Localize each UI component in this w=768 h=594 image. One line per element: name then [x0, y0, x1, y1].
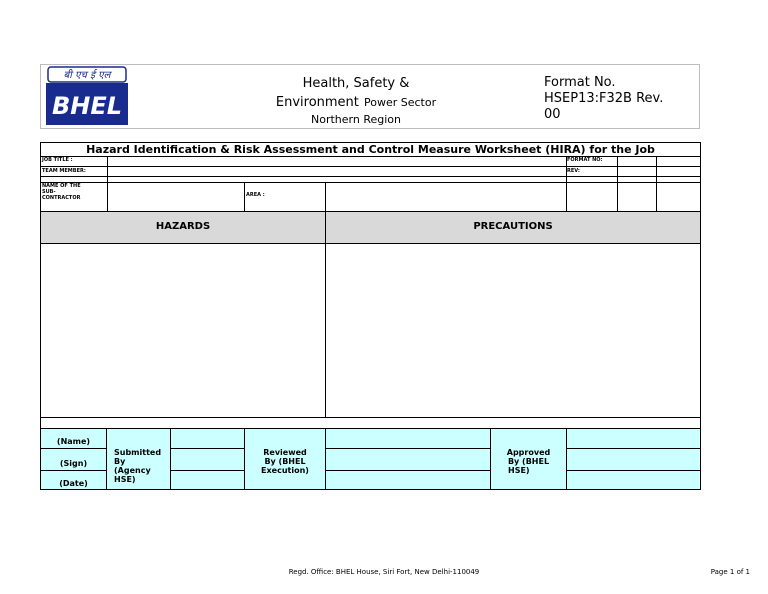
grid-line [107, 156, 108, 212]
submitted-by-line2: By [114, 457, 126, 466]
submitted-by-line3: (Agency [114, 466, 151, 475]
header-title-line2b: Power Sector [363, 96, 437, 109]
format-value: HSEP13:F32B Rev. [544, 91, 664, 106]
subcontractor-label-line2: SUB- [42, 189, 56, 195]
grid-line [40, 489, 701, 490]
precautions-entry-area[interactable] [326, 244, 700, 417]
header-title [230, 75, 482, 128]
reviewed-by-line3: Execution) [261, 466, 309, 475]
footer-address: Regd. Office: BHEL House, Siri Fort, New Delhi-110049 [288, 568, 480, 576]
format-number-block [544, 75, 694, 123]
team-member-label: TEAM MEMBER: [42, 168, 86, 174]
grid-line [40, 470, 106, 471]
grid-line [40, 448, 106, 449]
submitted-by-line1: Submitted [114, 448, 162, 457]
precautions-header: PRECAUTIONS [473, 221, 553, 232]
submitted-by-label [114, 448, 161, 484]
approved-by-label [491, 448, 566, 475]
form-title: Hazard Identification & Risk Assessment and Control Measure Worksheet (HIRA) for the Job [86, 143, 655, 156]
sign-label: (Sign) [59, 459, 88, 468]
grid-line [170, 470, 245, 471]
grid-line [325, 448, 490, 449]
format-label: Format No. [544, 75, 616, 90]
grid-line [566, 428, 567, 490]
grid-line [617, 156, 618, 212]
logo-hindi-text: बी एच ई एल [63, 70, 111, 81]
grid-line [325, 470, 490, 471]
area-label: AREA : [246, 192, 265, 198]
header-title-line2a: Environment [275, 95, 359, 110]
grid-line [566, 448, 701, 449]
grid-line [40, 166, 701, 167]
logo-text: BHEL [51, 92, 123, 120]
job-title-label: JOB TITLE : [42, 157, 73, 163]
grid-line [40, 176, 701, 177]
rev-label: REV: [567, 168, 580, 174]
grid-line [170, 428, 171, 490]
grid-line [40, 417, 701, 418]
subcontractor-label-line3: CONTRACTOR [42, 195, 81, 201]
grid-line [40, 182, 701, 183]
subcontractor-label [42, 183, 81, 201]
header-title-line1: Health, Safety & [302, 76, 410, 91]
hazards-header: HAZARDS [155, 221, 211, 232]
grid-line [170, 448, 245, 449]
grid-line [656, 156, 657, 212]
submitted-by-line4: HSE) [114, 475, 136, 484]
format-rev: 00 [544, 107, 561, 122]
grid-line [566, 470, 701, 471]
name-label: (Name) [56, 437, 91, 446]
bhel-logo [46, 66, 128, 126]
grid-line [106, 428, 107, 490]
grid-line [40, 428, 701, 429]
date-label: (Date) [59, 479, 88, 488]
header-title-line3: Northern Region [311, 113, 401, 126]
reviewed-by-label [245, 448, 325, 475]
grid-line [325, 428, 326, 490]
grid-line [566, 156, 567, 212]
bhel-logo-graphic [46, 66, 128, 126]
grid-line [40, 211, 701, 212]
reviewed-by-line1: Reviewed [263, 448, 307, 457]
approved-by-line1: Approved [506, 448, 551, 457]
reviewed-by-line2: By (BHEL [264, 457, 306, 466]
approved-by-line3: HSE) [508, 466, 530, 475]
hazards-entry-area[interactable] [41, 244, 325, 417]
page-number: Page 1 of 1 [710, 568, 750, 576]
approved-by-line2: By (BHEL [507, 457, 550, 466]
grid-line [700, 142, 701, 490]
grid-line [244, 182, 245, 212]
format-no-label: FORMAT NO: [567, 157, 603, 163]
subcontractor-label-line1: NAME OF THE [42, 183, 81, 189]
